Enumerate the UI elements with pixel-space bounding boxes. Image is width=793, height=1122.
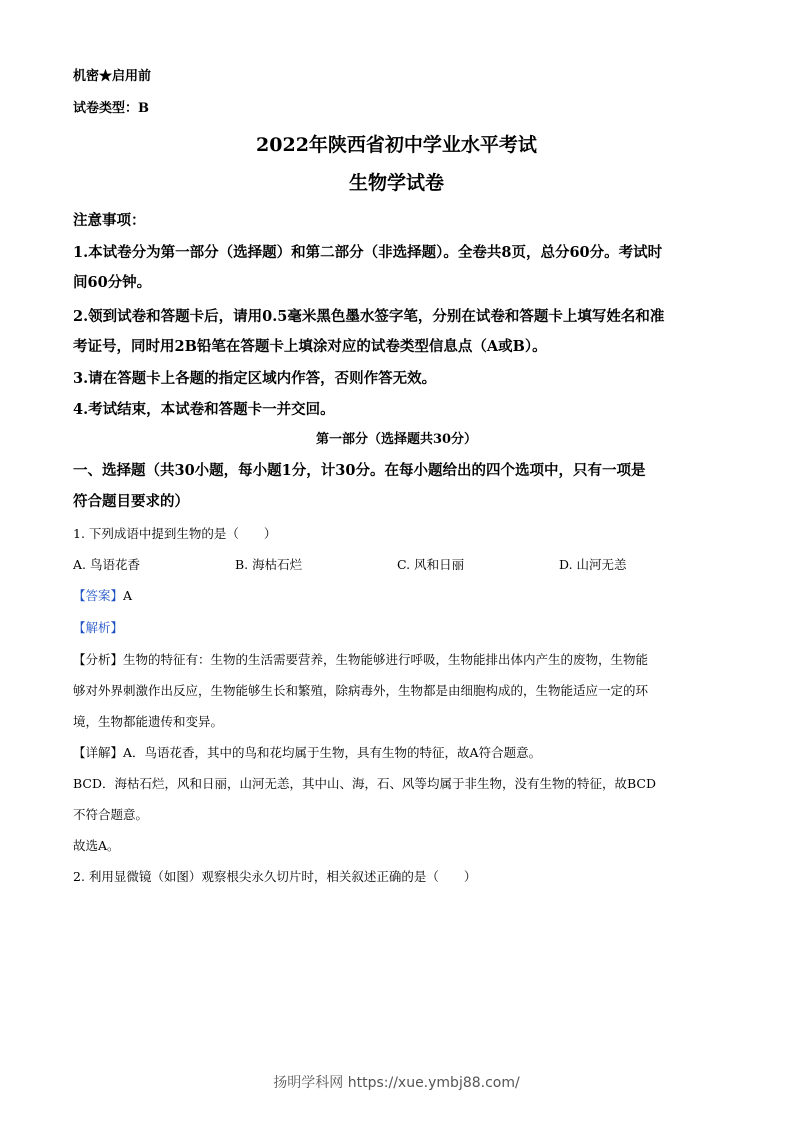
question-stem: 2. 利用显微镜（如图）观察根尖永久切片时，相关叙述正确的是（ ） [73,869,477,884]
detail-line: 不符合题意。 [73,807,149,822]
section-heading: 一、选择题（共30小题，每小题1分，计30分。在每小题给出的四个选项中，只有一项是 [73,462,646,479]
analysis-line: 够对外界刺激作出反应，生物能够生长和繁殖，除病毒外，生物都是由细胞构成的，生物能适应一定的环 [73,683,649,698]
notice-line: 2.领到试卷和答题卡后，请用0.5毫米黑色墨水签字笔，分别在试卷和答题卡上填写姓名和准 [73,308,665,325]
notice-line: 1.本试卷分为第一部分（选择题）和第二部分（非选择题）。全卷共8页，总分60分。考试时 [73,244,663,261]
analysis-subtag: 【分析】 [73,652,124,667]
option-d: D. 山河无恙 [559,557,627,572]
answer-tag: 【答案】 [73,588,124,603]
analysis-tag: 【解析】 [73,620,124,635]
detail-text: A．鸟语花香，其中的鸟和花均属于生物，具有生物的特征，故A符合题意。 [123,745,542,760]
answer-value: A [123,588,133,603]
notice-line: 间60分钟。 [73,274,152,291]
notice-line: 3.请在答题卡上各题的指定区域内作答，否则作答无效。 [73,370,437,387]
page-title: 2022年陕西省初中学业水平考试 [256,134,537,156]
analysis-line: 境，生物都能遗传和变异。 [73,714,224,729]
analysis-line [73,654,648,667]
option-c: C. 风和日丽 [397,557,465,572]
section-heading: 符合题目要求的） [73,493,189,510]
detail-subtag: 【详解】 [73,745,124,760]
part-heading: 第一部分（选择题共30分） [315,432,478,447]
answer-line [73,590,132,603]
question-stem: 1. 下列成语中提到生物的是（ ） [73,526,277,541]
detail-line: 故选A。 [73,838,120,853]
paper-type-label: 试卷类型：B [73,101,149,116]
notice-heading: 注意事项： [73,212,146,229]
footer-watermark: 扬明学科网 https://xue.ymbj88.com/ [273,1075,520,1091]
option-a: A. 鸟语花香 [73,557,140,572]
option-b: B. 海枯石烂 [235,557,303,572]
detail-line [73,747,541,760]
secret-label: 机密★启用前 [73,69,152,84]
page-subtitle: 生物学试卷 [348,172,444,194]
detail-line: BCD．海枯石烂，风和日丽，山河无恙，其中山、海，石、风等均属于非生物，没有生物的特征，故BCD [73,776,657,791]
analysis-text: 生物的特征有：生物的生活需要营养，生物能够进行呼吸，生物能排出体内产生的废物，生物能 [123,652,649,667]
notice-line: 4.考试结束，本试卷和答题卡一并交回。 [73,401,335,418]
notice-line: 考证号，同时用2B铅笔在答题卡上填涂对应的试卷类型信息点（A或B）。 [73,338,547,355]
